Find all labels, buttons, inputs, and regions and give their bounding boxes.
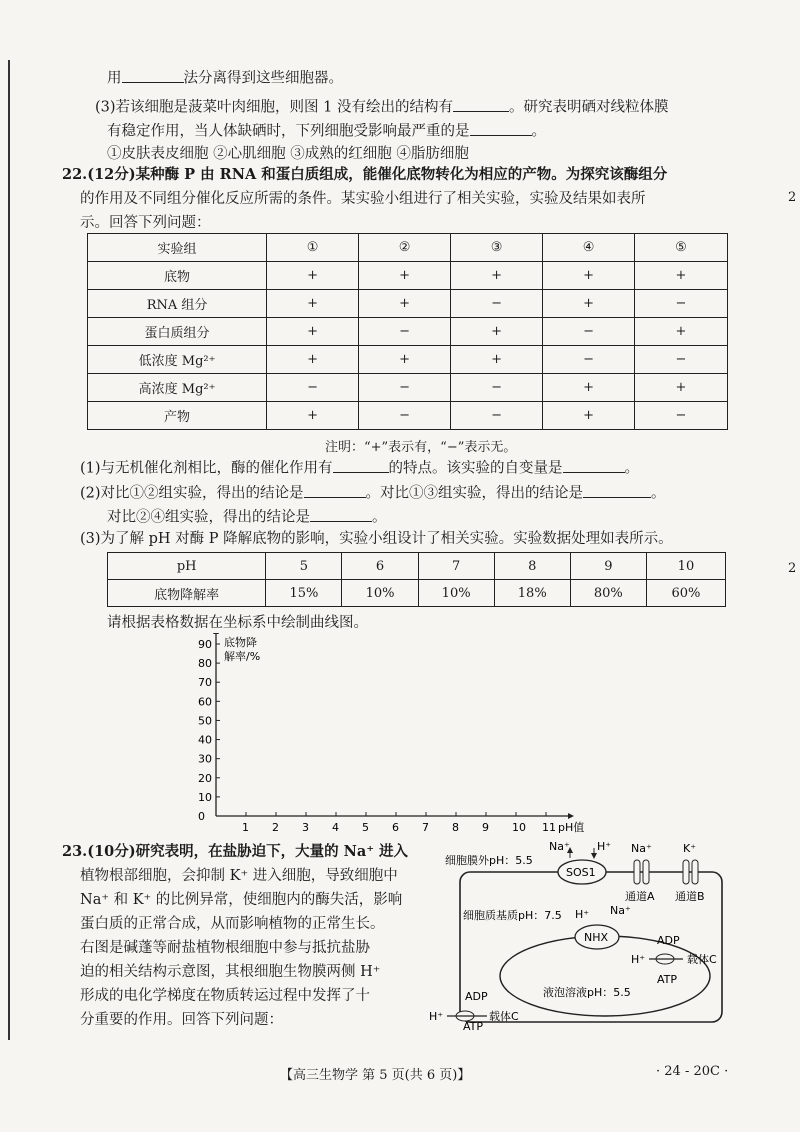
table-cell: + (543, 402, 635, 430)
y-tick-label: 80 (198, 657, 212, 671)
q21-line3 (107, 120, 546, 141)
outside-ph-label: 细胞膜外pH：5.5 (445, 854, 533, 867)
table-cell: 10 (646, 553, 725, 580)
q21-line1-text: 用 (107, 70, 122, 87)
answer-blank[interactable] (470, 120, 532, 136)
table-cell: + (267, 346, 359, 374)
q22-sub1-text3: 。 (624, 460, 640, 477)
q23-line3: Na⁺ 和 K⁺ 的比例异常，使细胞内的酶失活，影响 (80, 892, 403, 908)
channel-b-left (683, 860, 689, 884)
table-header-row (88, 234, 728, 262)
table-cell: + (359, 346, 451, 374)
table-cell: − (359, 318, 451, 346)
atp-label: ATP (463, 1020, 484, 1033)
q23-line4: 蛋白质的正常合成，从而影响植物的正常生长。 (80, 916, 385, 932)
table-cell: 80% (570, 580, 646, 607)
table-cell: − (359, 374, 451, 402)
table-cell: + (543, 262, 635, 290)
y-tick-label: 70 (198, 676, 212, 690)
table-cell: 18% (494, 580, 570, 607)
h-ion-label: H⁺ (631, 953, 646, 966)
draw-instruction: 请根据表格数据在坐标系中绘制曲线图。 (107, 615, 368, 631)
table-cell: − (635, 346, 728, 374)
answer-blank[interactable] (122, 67, 184, 83)
table-row (88, 346, 728, 374)
table-cell: + (267, 402, 359, 430)
adp-label: ADP (465, 990, 488, 1003)
experiment-table (87, 233, 728, 430)
table-cell: − (451, 402, 543, 430)
row-label-cell: 高浓度 Mg²⁺ (88, 374, 267, 402)
na-ion-label: Na⁺ (549, 840, 570, 853)
row-label-cell: 实验组 (88, 234, 267, 262)
table-cell: 60% (646, 580, 725, 607)
answer-blank[interactable] (583, 482, 651, 498)
table-cell: + (635, 262, 728, 290)
q22-sub2-text: (2)对比①②组实验，得出的结论是 (80, 485, 304, 502)
x-tick-label: 1 (242, 821, 249, 834)
channel-a-right (643, 860, 649, 884)
row-label-cell: 产物 (88, 402, 267, 430)
table-cell: − (451, 290, 543, 318)
q23-line8: 分重要的作用。回答下列问题： (80, 1012, 283, 1028)
table-cell: + (451, 346, 543, 374)
q22-sub2 (80, 482, 666, 503)
x-tick-label: 7 (422, 821, 429, 834)
q22-sub1-text2: 的特点。该实验的自变量是 (388, 460, 563, 477)
q21-line2 (95, 96, 668, 117)
blank-coordinate-chart (190, 633, 610, 838)
carrier-c1-label: 载体C (687, 953, 717, 966)
table-cell: ⑤ (635, 234, 728, 262)
k-ion-label: K⁺ (683, 842, 697, 855)
q22-sub2-b (107, 506, 387, 527)
table-cell: − (359, 402, 451, 430)
row-label-cell: pH (108, 553, 266, 580)
x-tick-label: 4 (332, 821, 339, 834)
ph-table (107, 552, 726, 607)
page-footer: 【高三生物学 第 5 页(共 6 页)】 (280, 1068, 471, 1083)
table-cell: − (267, 374, 359, 402)
row-label-cell: 底物降解率 (108, 580, 266, 607)
row-label-cell: 底物 (88, 262, 267, 290)
table-row (88, 290, 728, 318)
table-cell: ② (359, 234, 451, 262)
q21-options: ①皮肤表皮细胞 ②心肌细胞 ③成熟的红细胞 ④脂肪细胞 (107, 146, 469, 162)
q22-sub3: (3)为了解 pH 对酶 P 降解底物的影响，实验小组设计了相关实验。实验数据处理如表所示。 (80, 531, 673, 547)
answer-blank[interactable] (453, 96, 509, 112)
table-cell: + (543, 374, 635, 402)
table-cell: + (635, 318, 728, 346)
y-tick-label: 20 (198, 771, 212, 785)
table-cell: + (451, 318, 543, 346)
table-cell: 10% (418, 580, 494, 607)
table-cell: 7 (418, 553, 494, 580)
q23-line5: 右图是碱蓬等耐盐植物根细胞中参与抵抗盐胁 (80, 940, 370, 956)
table-cell: + (359, 290, 451, 318)
q21-line2-text2: 。研究表明硒对线粒体膜 (508, 99, 669, 116)
table-row (88, 402, 728, 430)
sos1-label: SOS1 (566, 866, 596, 879)
table-cell: − (635, 290, 728, 318)
table-row (88, 318, 728, 346)
table-cell: − (451, 374, 543, 402)
x-tick-label: 8 (452, 821, 459, 834)
q23-line2: 植物根部细胞，会抑制 K⁺ 进入细胞，导致细胞中 (80, 868, 398, 884)
y-axis-label: 底物降 (224, 636, 257, 649)
table-row (108, 580, 726, 607)
answer-blank[interactable] (333, 457, 389, 473)
margin-number: 2 (788, 190, 797, 205)
h-ion-label: H⁺ (575, 908, 590, 921)
row-label-cell: 低浓度 Mg²⁺ (88, 346, 267, 374)
table-cell: + (635, 374, 728, 402)
q21-line2-text: (3)若该细胞是菠菜叶肉细胞，则图 1 没有绘出的结构有 (95, 99, 453, 116)
x-tick-label: 11 (542, 821, 556, 834)
x-axis-label: pH值 (558, 821, 585, 834)
table-cell: − (543, 318, 635, 346)
channel-b-right (692, 860, 698, 884)
q22-sub2-text3: 。 (651, 485, 666, 502)
q23-line1: 23.(10分)研究表明，在盐胁迫下，大量的 Na⁺ 进入 (62, 843, 409, 860)
vacuole-ph-label: 液泡溶液pH：5.5 (543, 986, 631, 999)
table-cell: + (451, 262, 543, 290)
atp-label: ATP (657, 973, 678, 986)
q22-sub1-text: (1)与无机催化剂相比，酶的催化作用有 (80, 460, 333, 477)
cytoplasm-ph-label: 细胞质基质pH：7.5 (463, 909, 562, 922)
x-tick-label: 2 (272, 821, 279, 834)
x-tick-label: 3 (302, 821, 309, 834)
na-ion-label: Na⁺ (631, 842, 652, 855)
h-ion-label: H⁺ (429, 1010, 444, 1023)
q23-line6: 迫的相关结构示意图，其根细胞生物膜两侧 H⁺ (80, 964, 381, 980)
q22-sub1 (80, 457, 639, 478)
table-header-row (108, 553, 726, 580)
table-cell: + (267, 318, 359, 346)
table-cell: 6 (342, 553, 418, 580)
x-tick-label: 10 (512, 821, 526, 834)
y-axis-arrow (213, 633, 219, 634)
x-tick-label: 9 (482, 821, 489, 834)
channel-b-label: 通道B (675, 890, 705, 903)
paper-code: · 24 - 20C · (656, 1064, 729, 1079)
table-cell: − (635, 402, 728, 430)
answer-blank[interactable] (310, 506, 372, 522)
q23-line7: 形成的电化学梯度在物质转运过程中发挥了十 (80, 988, 370, 1004)
x-tick-label: 6 (392, 821, 399, 834)
adp-label: ADP (657, 934, 680, 947)
table-cell: ④ (543, 234, 635, 262)
table-note: 注明：“+”表示有，“−”表示无。 (325, 440, 517, 455)
y-axis-label: 解率/% (224, 650, 261, 663)
y-tick-label: 0 (198, 810, 205, 823)
row-label-cell: 蛋白质组分 (88, 318, 267, 346)
table-cell: + (267, 290, 359, 318)
row-label-cell: RNA 组分 (88, 290, 267, 318)
table-cell: 9 (570, 553, 646, 580)
q21-line3-text2: 。 (531, 123, 546, 140)
root-cell-diagram (425, 838, 740, 1033)
q22-stem-line3: 示。回答下列问题： (80, 215, 211, 231)
answer-blank[interactable] (304, 482, 366, 498)
table-cell: 15% (266, 580, 342, 607)
table-row (88, 262, 728, 290)
binding-edge-line (8, 60, 10, 1040)
table-cell: − (543, 346, 635, 374)
y-tick-label: 60 (198, 695, 212, 709)
y-tick-label: 50 (198, 714, 212, 728)
table-cell: 5 (266, 553, 342, 580)
channel-a-left (634, 860, 640, 884)
q22-sub2-text4: 对比②④组实验，得出的结论是 (107, 509, 310, 526)
channel-a-label: 通道A (625, 890, 655, 903)
x-axis-arrow (568, 813, 574, 819)
q21-line1-text2: 法分离得到这些细胞器。 (183, 70, 343, 87)
x-tick-label: 5 (362, 821, 369, 834)
y-tick-label: 90 (198, 638, 212, 651)
answer-blank[interactable] (563, 457, 625, 473)
table-row (88, 374, 728, 402)
table-cell: 8 (494, 553, 570, 580)
q22-stem-line2: 的作用及不同组分催化反应所需的条件。某实验小组进行了相关实验，实验及结果如表所 (80, 191, 646, 207)
y-tick-label: 10 (198, 790, 212, 804)
table-cell: + (543, 290, 635, 318)
table-cell: ③ (451, 234, 543, 262)
na-ion-label: Na⁺ (610, 904, 631, 917)
nhx-label: NHX (584, 931, 609, 944)
q22-stem-line1: 22.(12分)某种酶 P 由 RNA 和蛋白质组成，能催化底物转化为相应的产物。为探究该酶组分 (62, 166, 668, 183)
q21-line1 (107, 67, 343, 88)
q22-sub2-text5: 。 (372, 509, 387, 526)
table-cell: ① (267, 234, 359, 262)
carrier-c2-label: 载体C (489, 1010, 519, 1023)
table-cell: 10% (342, 580, 418, 607)
margin-number: 2 (788, 561, 797, 576)
h-ion-label: H⁺ (597, 840, 612, 853)
y-tick-label: 40 (198, 733, 212, 747)
y-tick-label: 30 (198, 752, 212, 766)
table-cell: + (267, 262, 359, 290)
q21-line3-text: 有稳定作用，当人体缺硒时，下列细胞受影响最严重的是 (107, 123, 470, 140)
q22-sub2-text2: 。对比①③组实验，得出的结论是 (365, 485, 584, 502)
table-cell: + (359, 262, 451, 290)
